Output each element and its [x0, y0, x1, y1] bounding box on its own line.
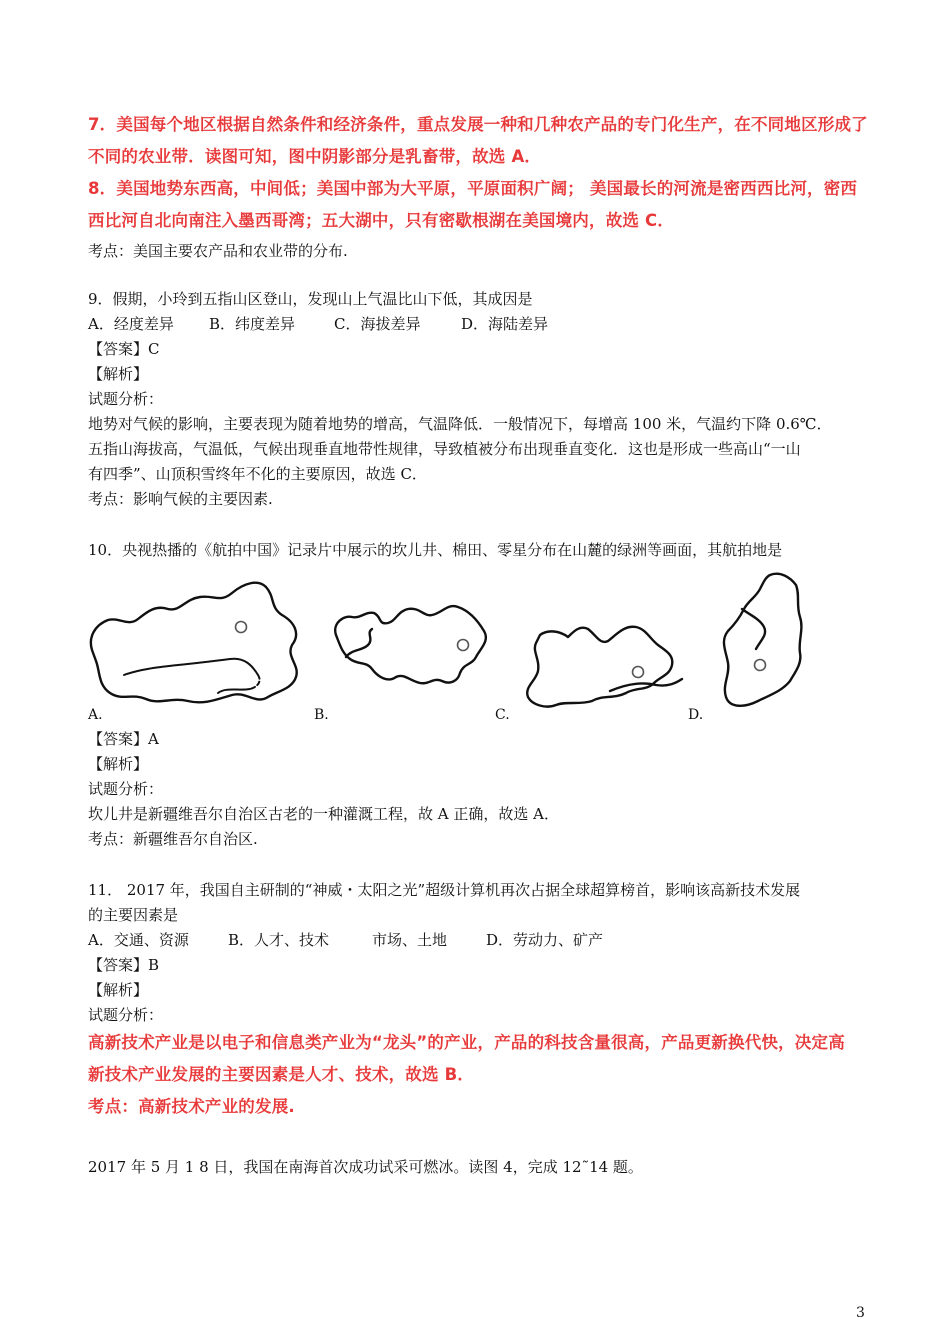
q9-explanation-line-1: 地势对气候的影响，主要表现为随着地势的增高，气温降低．一般情况下，每增高 100 米，气温约下降 0.6℃． [88, 415, 832, 433]
q11-jiexi: 【解析】 [88, 981, 149, 999]
map-a-xinjiang-outline [91, 583, 297, 703]
q11-explanation-line-2: 新技术产业发展的主要因素是人才、技术，故选 B． [88, 1065, 475, 1084]
map-label-d: D. [688, 707, 704, 723]
map-label-a: A. [88, 707, 103, 723]
q11-option-d: D．劳动力、矿产 [486, 931, 604, 949]
q11-option-a: A．交通、资源 [88, 931, 189, 949]
q10-fenxi: 试题分析： [88, 780, 164, 798]
q8-explanation-line-1: 8．美国地势东西高，中间低；美国中部为大平原，平原面积广阔； 美国最长的河流是密西西比河，密西 [88, 179, 858, 198]
map-d-outline [724, 574, 801, 706]
q12-14-intro: 2017 年 5 月 1 8 日，我国在南海首次成功试采可燃冰。读图 4，完成 12˜14 题。 [88, 1158, 643, 1176]
map-c-outline [527, 627, 682, 707]
q9-fenxi: 试题分析： [88, 390, 164, 408]
q11-explanation-line-1: 高新技术产业是以电子和信息类产业为“龙头”的产业，产品的科技含量很高，产品更新换代快，决定高 [88, 1033, 845, 1052]
q10-stem: 10．央视热播的《航拍中国》记录片中展示的坎儿井、棉田、零星分布在山麓的绿洲等画面，其航拍地是 [88, 541, 783, 559]
q10-province-outlines [0, 565, 950, 730]
q11-fenxi: 试题分析： [88, 1006, 164, 1024]
map-b-marker [458, 640, 469, 651]
q7-explanation-line-2: 不同的农业带．读图可知，图中阴影部分是乳畜带，故选 A． [88, 147, 542, 166]
q9-option-c: C．海拔差异 [334, 315, 421, 333]
q10-jiexi: 【解析】 [88, 755, 149, 773]
q9-options [88, 314, 548, 334]
q9-explanation-line-2: 五指山海拔高，气温低，气候出现垂直地带性规律，导致植被分布出现垂直变化．这也是形成一些高山“一山 [88, 440, 801, 458]
q10-answer: 【答案】A [88, 730, 159, 748]
map-a-marker [236, 622, 247, 633]
q9-option-b: B．纬度差异 [209, 315, 296, 333]
q9-explanation-line-3: 有四季”、山顶积雪终年不化的主要原因，故选 C． [88, 465, 427, 483]
map-label-b: B. [314, 707, 329, 723]
q9-answer: 【答案】C [88, 340, 160, 358]
q9-option-d: D．海陆差异 [461, 315, 549, 333]
q11-option-b: B．人才、技术 [228, 931, 330, 949]
q11-kaodian: 考点：高新技术产业的发展. [88, 1097, 295, 1116]
q7-explanation-line-1: 7．美国每个地区根据自然条件和经济条件，重点发展一种和几种农产品的专门化生产，在不同地区形成了 [88, 115, 868, 134]
q10-kaodian: 考点：新疆维吾尔自治区. [88, 830, 258, 848]
q9-option-a: A．经度差异 [88, 315, 174, 333]
page-number: 3 [856, 1305, 865, 1321]
q10-map-options [0, 565, 950, 730]
map-c-marker [633, 667, 644, 678]
q9-kaodian: 考点：影响气候的主要因素. [88, 490, 273, 508]
q7-8-kaodian: 考点：美国主要农产品和农业带的分布. [88, 242, 348, 260]
q9-jiexi: 【解析】 [88, 365, 149, 383]
map-d-marker [755, 660, 766, 671]
q9-stem: 9．假期，小玲到五指山区登山，发现山上气温比山下低，其成因是 [88, 290, 533, 308]
q10-explanation: 坎儿井是新疆维吾尔自治区古老的一种灌溉工程，故 A 正确，故选 A． [88, 805, 559, 823]
q8-explanation-line-2: 西比河自北向南注入墨西哥湾；五大湖中，只有密歇根湖在美国境内，故选 C． [88, 211, 675, 230]
q11-answer: 【答案】B [88, 956, 160, 974]
map-label-c: C. [495, 707, 510, 723]
q11-stem-line-2: 的主要因素是 [88, 906, 179, 924]
q11-stem-line-1: 11． 2017 年，我国自主研制的“神威・太阳之光”超级计算机再次占据全球超算榜首，影响该高新技术发展 [88, 881, 801, 899]
q11-option-c: 市场、土地 [372, 931, 448, 949]
q11-options [88, 930, 603, 950]
